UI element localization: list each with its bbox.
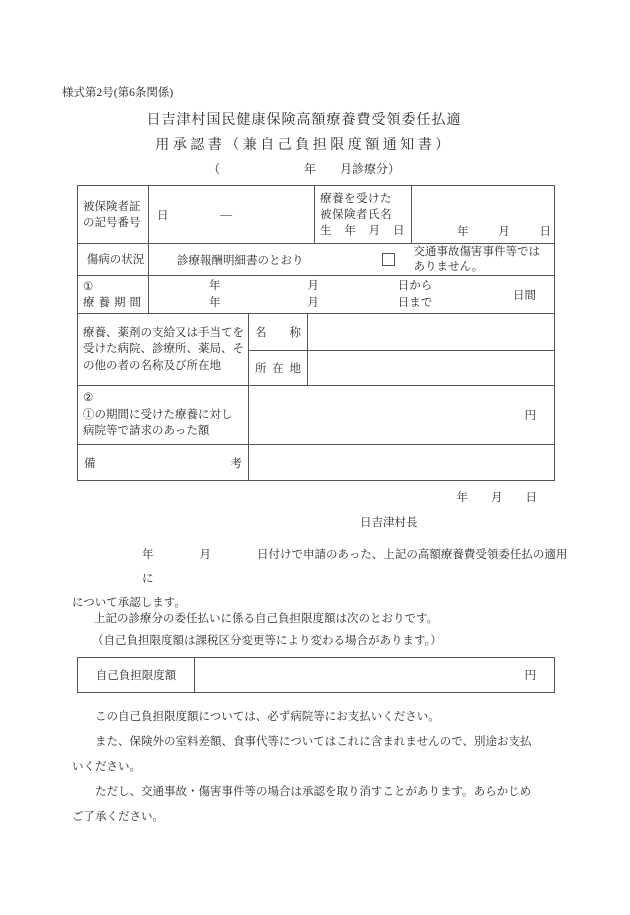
main-table	[77, 185, 555, 481]
title-line-2: 用承認書（兼自己負担限度額通知書）	[155, 138, 453, 153]
document-title	[0, 108, 608, 180]
address-entry-cell	[307, 351, 554, 385]
row-illness-status	[78, 243, 554, 275]
approval-paragraph: 年 月 日付けで申請のあった、上記の高額療養費受領委任払の適用に について承認します。	[72, 549, 568, 609]
row-remarks	[78, 444, 554, 480]
statement-text: 診療報酬明細書のとおり	[177, 254, 304, 267]
provider-address-row	[249, 350, 554, 385]
dob-blank-line: 年 月 日	[457, 226, 551, 238]
checkbox-note: 交通事故傷害事件等では ありません。	[413, 245, 540, 273]
footer-notes	[72, 705, 564, 830]
provider-subtable	[248, 314, 554, 385]
limit-table	[77, 657, 555, 693]
remarks-entry-cell	[248, 445, 554, 480]
note-line: いください。	[72, 761, 141, 773]
days-label: 日間	[513, 289, 536, 302]
yen-unit: 円	[524, 410, 536, 422]
symbol-dash: ―	[220, 208, 232, 221]
billed-amount-cell	[248, 386, 554, 444]
checkbox[interactable]	[382, 253, 395, 266]
period-from-line: 年 月 日から	[209, 279, 433, 292]
treatment-period-label: ① 療養期間	[83, 280, 145, 309]
note-line: ご了承ください。	[72, 811, 164, 823]
note-line: ただし、交通事故・傷害事件等の場合は承認を取り消すことがあります。あらかじめ	[95, 786, 532, 798]
dob-entry-cell	[411, 186, 556, 243]
row-insured-number	[78, 186, 554, 243]
billed-amount-label: ② ①の期間に受けた療養に対し 病院等で請求のあった額	[83, 392, 233, 438]
title-line-3: （ 年 月診療分）	[207, 162, 400, 176]
limit-caution-text: （自己負担限度額は課税区分変更等により変わる場合があります。）	[92, 635, 442, 647]
limit-label: 自己負担限度額	[95, 670, 177, 682]
insured-number-cell	[148, 186, 314, 243]
row-provider	[78, 313, 554, 385]
provider-label: 療養、薬剤の支給又は手当てを 受けた病院、診療所、薬局、そ の他の者の名称及び所在地	[83, 326, 244, 372]
form-number: 様式第2号(第6条関係)	[62, 87, 174, 99]
patient-name-dob-label: 療養を受けた 被保険者氏名 生 年 月 日	[314, 186, 411, 243]
period-to-line: 年 月 日まで	[209, 296, 433, 309]
row-billed-amount	[78, 385, 554, 444]
dob-label: 生 年 月 日	[320, 225, 405, 237]
remarks-label: 備 考	[84, 457, 242, 470]
symbol-prefix: 日	[157, 209, 169, 222]
title-line-1: 日吉津村国民健康保険高額療養費受領委任払適	[146, 113, 462, 128]
treatment-period-cell	[148, 276, 554, 313]
insured-number-label: 被保険者証 の記号番号	[83, 200, 141, 229]
approval-date-line: 年 月 日	[456, 492, 537, 504]
limit-intro-text: 上記の診療分の委任払いに係る自己負担限度額は次のとおりです。	[94, 613, 439, 625]
provider-name-row	[249, 314, 554, 350]
mayor-name: 日吉津村長	[360, 517, 418, 529]
name-entry-cell	[307, 314, 554, 350]
name-label: 名 称	[255, 327, 301, 339]
limit-amount-cell	[194, 658, 554, 692]
address-label: 所 在 地	[255, 363, 301, 375]
row-treatment-period	[78, 275, 554, 313]
note-line: この自己負担限度額については、必ず病院等にお支払いください。	[95, 711, 440, 723]
illness-status-label: 傷病の状況	[86, 253, 145, 266]
illness-status-cell	[148, 244, 554, 275]
yen-unit: 円	[524, 670, 536, 682]
note-line: また、保険外の室料差額、食事代等についてはこれに含まれませんので、別途お支払	[95, 736, 532, 748]
